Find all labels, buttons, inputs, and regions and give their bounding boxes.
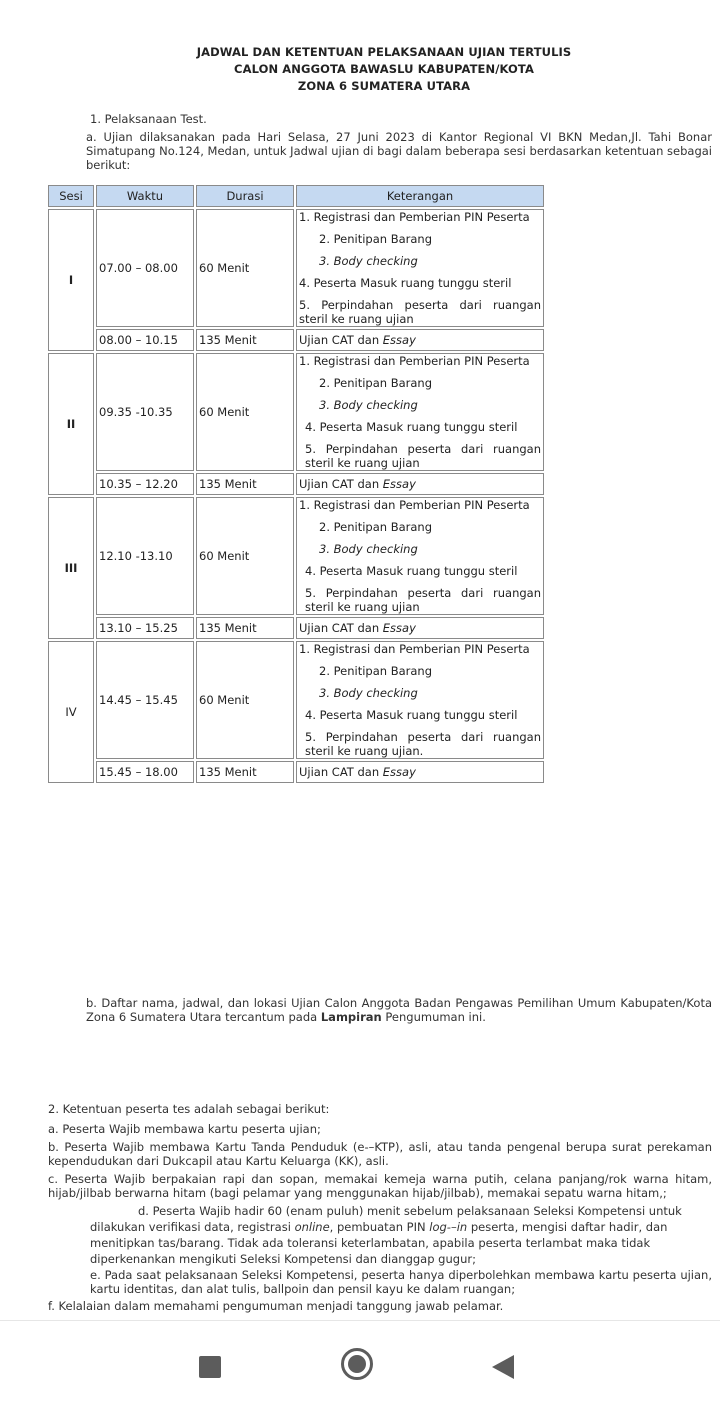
session-time: 14.45 – 15.45 <box>96 641 194 759</box>
session-notes <box>296 641 544 759</box>
table-row <box>48 473 544 495</box>
exam-notes-text: Ujian CAT dan <box>299 333 383 347</box>
home-button[interactable] <box>341 1348 373 1380</box>
section2-item-b: b. Peserta Wajib membawa Kartu Tanda Penduduk (e-–KTP), asli, atau tanda pengenal berupa surat perekaman kependudukan dari Dukcapil atau Kartu Keluarga (KK), asli. <box>48 1140 712 1168</box>
d-online: online <box>294 1220 330 1234</box>
list-item: 1. Registrasi dan Pemberian PIN Peserta <box>299 642 530 656</box>
list-item: 2. Penitipan Barang <box>319 232 433 246</box>
exam-notes <box>296 329 544 351</box>
exam-time: 10.35 – 12.20 <box>96 473 194 495</box>
list-item: 2. Penitipan Barang <box>319 376 433 390</box>
section2-item-f: f. Kelalaian dalam memahami pengumuman menjadi tanggung jawab pelamar. <box>48 1299 504 1313</box>
list-item: 1. Registrasi dan Pemberian PIN Peserta <box>299 498 530 512</box>
table-row <box>48 329 544 351</box>
list-item: 5. Perpindahan peserta dari ruangan steril ke ruang ujian <box>305 442 541 470</box>
exam-notes-italic: Essay <box>382 765 416 779</box>
session-time: 07.00 – 08.00 <box>96 209 194 327</box>
list-item: 4. Peserta Masuk ruang tunggu steril <box>305 420 518 434</box>
list-item: 5. Perpindahan peserta dari ruangan steril ke ruang ujian <box>299 298 541 326</box>
exam-notes-italic: Essay <box>382 621 416 635</box>
doc-title-line2: CALON ANGGOTA BAWASLU KABUPATEN/KOTA <box>234 62 534 76</box>
list-item: 1. Registrasi dan Pemberian PIN Peserta <box>299 354 530 368</box>
session-number: I <box>48 209 94 351</box>
schedule-table <box>46 183 546 785</box>
exam-duration: 135 Menit <box>196 473 294 495</box>
exam-notes-text: Ujian CAT dan <box>299 621 383 635</box>
session-duration: 60 Menit <box>196 209 294 327</box>
table-row <box>48 497 544 615</box>
header-sesi: Sesi <box>48 185 94 207</box>
item-b-text-end: Pengumuman ini. <box>381 1010 486 1024</box>
session-duration: 60 Menit <box>196 497 294 615</box>
table-row <box>48 353 544 471</box>
section2-heading: 2. Ketentuan peserta tes adalah sebagai berikut: <box>48 1102 330 1116</box>
nav-divider <box>0 1320 720 1321</box>
section2-item-d-line1: d. Peserta Wajib hadir 60 (enam puluh) menit sebelum pelaksanaan Seleksi Kompetensi untuk <box>138 1204 682 1218</box>
recent-apps-button[interactable] <box>199 1356 221 1378</box>
session-notes <box>296 353 544 471</box>
session-time: 12.10 -13.10 <box>96 497 194 615</box>
exam-notes-text: Ujian CAT dan <box>299 765 383 779</box>
section2-item-d-line2 <box>90 1220 704 1234</box>
exam-notes-italic: Essay <box>382 333 416 347</box>
list-item: 4. Peserta Masuk ruang tunggu steril <box>305 708 518 722</box>
header-durasi: Durasi <box>196 185 294 207</box>
d-login: log-–in <box>429 1220 468 1234</box>
exam-notes-italic: Essay <box>382 477 416 491</box>
session-number: III <box>48 497 94 639</box>
table-header-row <box>48 185 544 207</box>
session-duration: 60 Menit <box>196 353 294 471</box>
table-row <box>48 209 544 327</box>
table-row <box>48 617 544 639</box>
section2-item-a: a. Peserta Wajib membawa kartu peserta ujian; <box>48 1122 321 1136</box>
exam-notes-text: Ujian CAT dan <box>299 477 383 491</box>
d-text: , pembuatan PIN <box>329 1220 430 1234</box>
exam-duration: 135 Menit <box>196 761 294 783</box>
exam-duration: 135 Menit <box>196 617 294 639</box>
header-waktu: Waktu <box>96 185 194 207</box>
list-item: 2. Penitipan Barang <box>319 664 433 678</box>
session-number: IV <box>48 641 94 783</box>
exam-time: 13.10 – 15.25 <box>96 617 194 639</box>
exam-time: 15.45 – 18.00 <box>96 761 194 783</box>
section1-item-a: a. Ujian dilaksanakan pada Hari Selasa, 27 Juni 2023 di Kantor Regional VI BKN Medan,Jl. Tahi Bonar Simatupang No.124, Medan, untuk Jadwal ujian di bagi dalam beberapa sesi berdasarkan ketentuan sebagai berikut: <box>86 130 712 172</box>
doc-title-line3: ZONA 6 SUMATERA UTARA <box>297 79 471 93</box>
table-row <box>48 761 544 783</box>
section1-heading: 1. Pelaksanaan Test. <box>90 112 207 126</box>
list-item: 3. Body checking <box>319 542 418 556</box>
list-item: 2. Penitipan Barang <box>319 520 433 534</box>
back-button[interactable] <box>492 1355 514 1379</box>
item-b-text: b. Daftar nama, jadwal, dan lokasi Ujian Calon Anggota Badan Pengawas Pemilihan Umum Kabupaten/Kota Zona 6 Sumatera Utara tercantum pada <box>86 996 712 1024</box>
list-item: 4. Peserta Masuk ruang tunggu steril <box>305 564 518 578</box>
session-duration: 60 Menit <box>196 641 294 759</box>
header-keterangan: Keterangan <box>296 185 544 207</box>
list-item: 4. Peserta Masuk ruang tunggu steril <box>299 276 512 290</box>
table-row <box>48 641 544 759</box>
session-notes <box>296 497 544 615</box>
exam-notes <box>296 617 544 639</box>
list-item: 3. Body checking <box>319 398 418 412</box>
d-text: peserta, mengisi daftar hadir, dan <box>467 1220 668 1234</box>
list-item: 3. Body checking <box>319 254 418 268</box>
session-time: 09.35 -10.35 <box>96 353 194 471</box>
section2-item-d-line4: diperkenankan mengikuti Seleksi Kompetensi dan dianggap gugur; <box>90 1252 476 1266</box>
section2-item-d-line3: menitipkan tas/barang. Tidak ada toleransi keterlambatan, apabila peserta terlambat maka tidak <box>90 1236 651 1250</box>
section2-item-c: c. Peserta Wajib berpakaian rapi dan sopan, memakai kemeja warna putih, celana panjang/rok warna hitam, hijab/jilbab berwarna hitam (bagi pelamar yang menggunakan hijab/jilbab), memakai sepatu warna hitam,; <box>48 1172 712 1200</box>
list-item: 5. Perpindahan peserta dari ruangan steril ke ruang ujian. <box>305 730 541 758</box>
list-item: 1. Registrasi dan Pemberian PIN Peserta <box>299 210 530 224</box>
exam-notes <box>296 761 544 783</box>
session-number: II <box>48 353 94 495</box>
d-text: dilakukan verifikasi data, registrasi <box>90 1220 295 1234</box>
section1-item-b <box>86 996 712 1024</box>
list-item: 5. Perpindahan peserta dari ruangan steril ke ruang ujian <box>305 586 541 614</box>
exam-duration: 135 Menit <box>196 329 294 351</box>
list-item: 3. Body checking <box>319 686 418 700</box>
session-notes <box>296 209 544 327</box>
doc-title-line1: JADWAL DAN KETENTUAN PELAKSANAAN UJIAN TERTULIS <box>196 45 572 59</box>
item-b-bold: Lampiran <box>320 1010 382 1024</box>
exam-time: 08.00 – 10.15 <box>96 329 194 351</box>
section2-item-e: e. Pada saat pelaksanaan Seleksi Kompetensi, peserta hanya diperbolehkan membawa kartu peserta ujian, kartu identitas, dan alat tulis, ballpoin dan pensil kayu ke dalam ruangan; <box>90 1268 712 1296</box>
exam-notes <box>296 473 544 495</box>
